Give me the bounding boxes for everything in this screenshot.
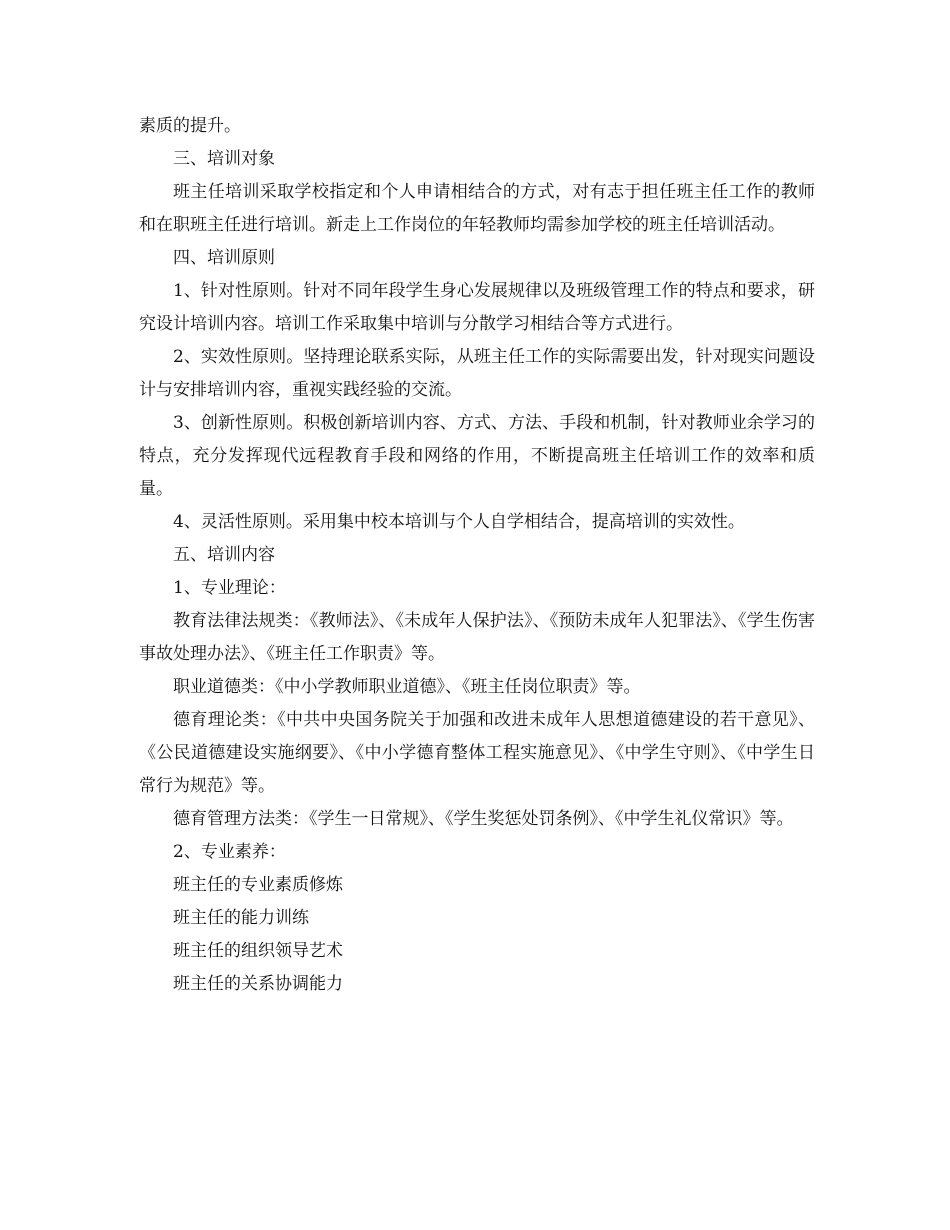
principle-item-4: 4、灵活性原则。采用集中校本培训与个人自学相结合，提高培训的实效性。	[173, 512, 745, 532]
section-heading-training-content: 五、培训内容	[173, 545, 275, 565]
document-body	[139, 110, 815, 1001]
list-item: 班主任的关系协调能力	[173, 974, 343, 994]
list-item: 班主任的组织领导艺术	[173, 941, 343, 961]
paragraph-moral-education-management: 德育管理方法类：《学生一日常规》、《学生奖惩处罚条例》、《中学生礼仪常识》等。	[173, 809, 794, 829]
section-heading-training-targets: 三、培训对象	[173, 149, 275, 169]
paragraph-continuation: 素质的提升。	[139, 116, 241, 136]
paragraph-training-targets: 班主任培训采取学校指定和个人申请相结合的方式，对有志于担任班主任工作的教师和在职班主任进行培训。新走上工作岗位的年轻教师均需参加学校的班主任培训活动。	[139, 182, 815, 235]
subheading-professional-theory: 1、专业理论：	[173, 578, 286, 598]
list-item: 班主任的能力训练	[173, 908, 309, 928]
principle-item-3: 3、创新性原则。积极创新培训内容、方式、方法、手段和机制，针对教师业余学习的特点，充分发挥现代远程教育手段和网络的作用，不断提高班主任培训工作的效率和质量。	[139, 413, 815, 499]
section-heading-training-principles: 四、培训原则	[173, 248, 275, 268]
principle-item-2: 2、实效性原则。坚持理论联系实际，从班主任工作的实际需要出发，针对现实问题设计与安排培训内容，重视实践经验的交流。	[139, 347, 815, 400]
subheading-professional-literacy: 2、专业素养：	[173, 842, 286, 862]
paragraph-laws-regulations: 教育法律法规类：《教师法》、《未成年人保护法》、《预防未成年人犯罪法》、《学生伤害事故处理办法》、《班主任工作职责》等。	[139, 611, 815, 664]
principle-item-1: 1、针对性原则。针对不同年段学生身心发展规律以及班级管理工作的特点和要求，研究设计培训内容。培训工作采取集中培训与分散学习相结合等方式进行。	[139, 281, 815, 334]
paragraph-moral-education-theory: 德育理论类：《中共中央国务院关于加强和改进未成年人思想道德建设的若干意见》、《公民道德建设实施纲要》、《中小学德育整体工程实施意见》、《中学生守则》、《中学生日常行为规范》等。	[139, 710, 815, 796]
list-item: 班主任的专业素质修炼	[173, 875, 343, 895]
paragraph-professional-ethics: 职业道德类：《中小学教师职业道德》、《班主任岗位职责》等。	[173, 677, 641, 697]
